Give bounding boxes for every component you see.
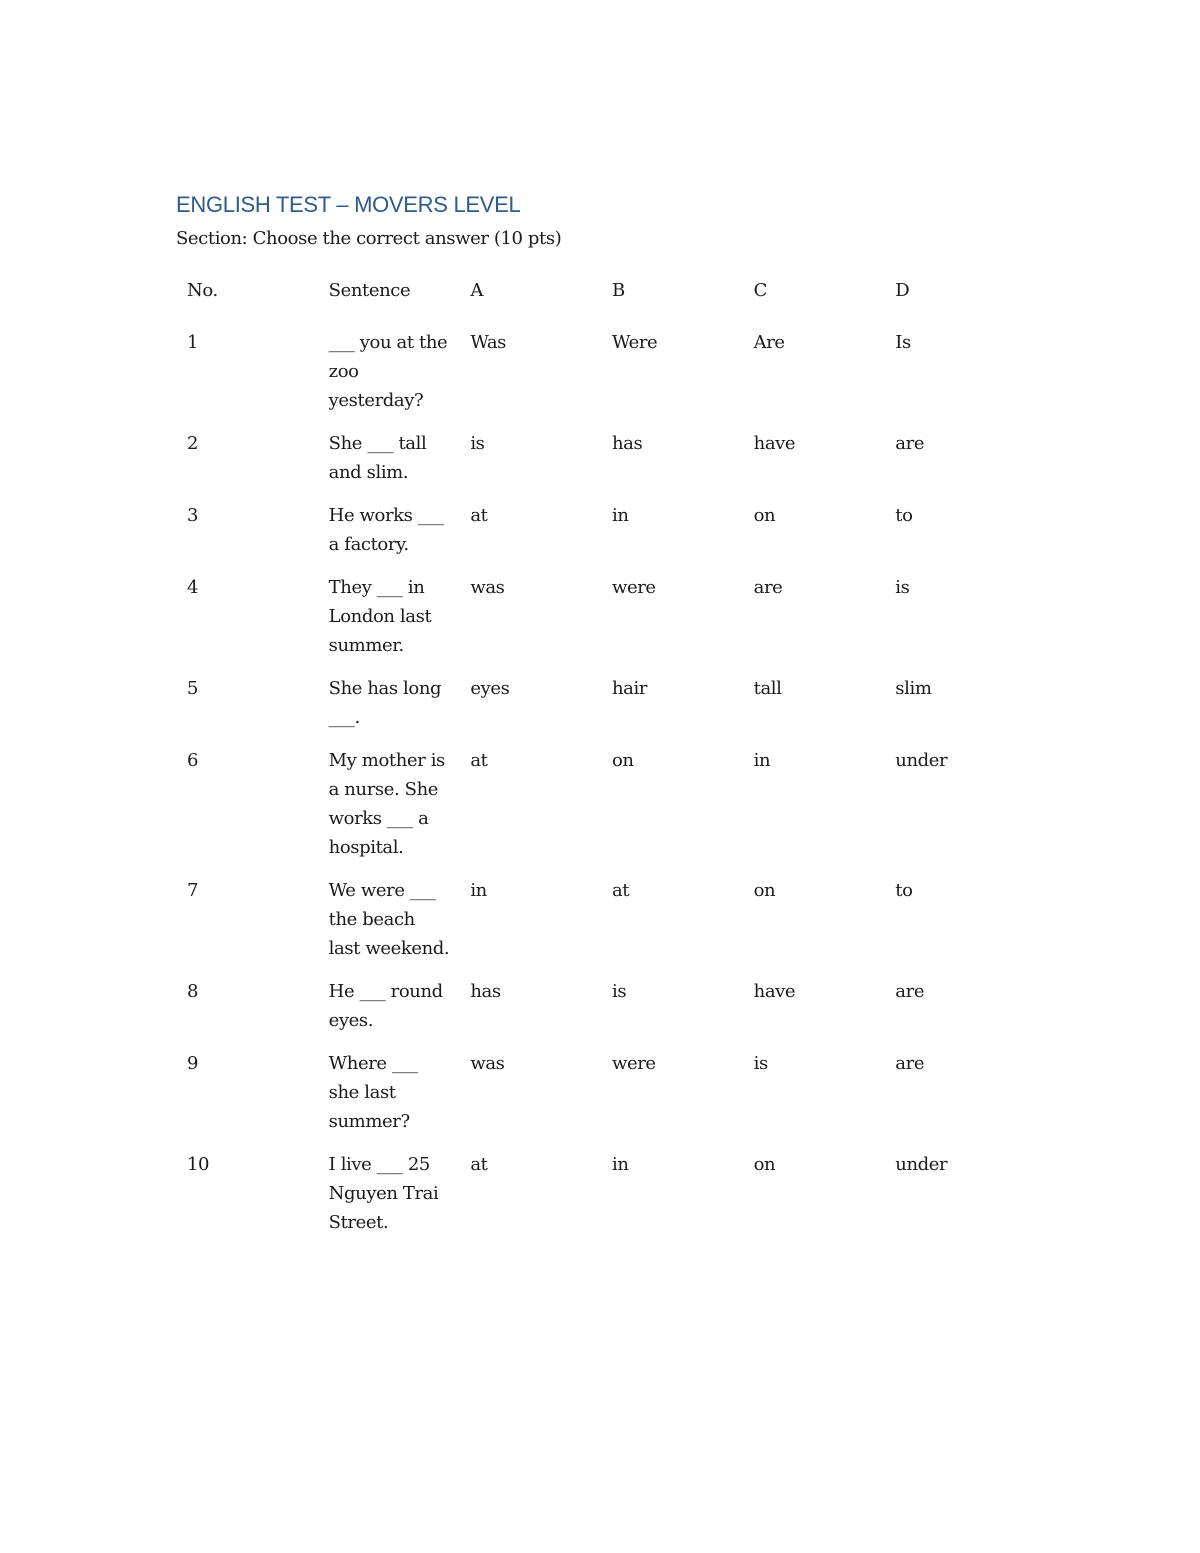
option-a: was bbox=[470, 577, 505, 598]
table-row bbox=[176, 872, 1026, 973]
option-b: Were bbox=[611, 332, 658, 353]
row-number: 2 bbox=[187, 433, 199, 454]
option-c: is bbox=[753, 1053, 768, 1074]
row-number: 6 bbox=[187, 750, 199, 771]
row-number: 8 bbox=[187, 981, 199, 1002]
option-b: at bbox=[611, 880, 630, 901]
option-a: at bbox=[470, 1154, 488, 1175]
table-row bbox=[176, 1045, 1026, 1146]
option-c: Are bbox=[753, 332, 785, 353]
option-a: in bbox=[470, 880, 487, 901]
option-b: in bbox=[611, 505, 629, 526]
option-c: in bbox=[753, 750, 771, 771]
option-b: were bbox=[611, 1053, 656, 1074]
row-number: 5 bbox=[187, 678, 199, 699]
table-row bbox=[176, 425, 1026, 497]
table-row bbox=[176, 1146, 1026, 1247]
option-b: on bbox=[611, 750, 634, 771]
row-sentence: They ___ in London last summer. bbox=[328, 577, 432, 656]
header-option-b: B bbox=[611, 280, 625, 301]
option-d: to bbox=[895, 880, 913, 901]
row-sentence: He works ___ a factory. bbox=[328, 505, 444, 555]
option-c: on bbox=[753, 880, 776, 901]
header-option-d: D bbox=[895, 280, 910, 301]
option-a: eyes bbox=[470, 678, 510, 699]
section-instructions: Section: Choose the correct answer (10 pts) bbox=[176, 228, 562, 249]
row-number: 1 bbox=[187, 332, 199, 353]
option-b: were bbox=[611, 577, 656, 598]
row-sentence: I live ___ 25 Nguyen Trai Street. bbox=[328, 1154, 439, 1233]
option-c: have bbox=[753, 981, 796, 1002]
option-a: was bbox=[470, 1053, 505, 1074]
option-d: slim bbox=[895, 678, 932, 699]
option-d: Is bbox=[895, 332, 911, 353]
option-a: Was bbox=[470, 332, 507, 353]
row-sentence: ___ you at the zoo yesterday? bbox=[328, 332, 448, 411]
option-a: at bbox=[470, 505, 488, 526]
option-c: have bbox=[753, 433, 796, 454]
header-option-c: C bbox=[753, 280, 767, 301]
option-b: in bbox=[611, 1154, 629, 1175]
option-b: hair bbox=[611, 678, 648, 699]
table-row bbox=[176, 324, 1026, 425]
option-a: has bbox=[470, 981, 501, 1002]
row-sentence: My mother is a nurse. She works ___ a hospital. bbox=[328, 750, 445, 858]
row-number: 10 bbox=[187, 1154, 210, 1175]
option-d: are bbox=[895, 1053, 925, 1074]
header-option-a: A bbox=[470, 280, 483, 301]
table-row bbox=[176, 569, 1026, 670]
option-d: is bbox=[895, 577, 910, 598]
option-d: under bbox=[895, 1154, 948, 1175]
row-sentence: He ___ round eyes. bbox=[328, 981, 443, 1031]
row-sentence: We were ___ the beach last weekend. bbox=[328, 880, 450, 959]
table-row bbox=[176, 497, 1026, 569]
option-c: on bbox=[753, 1154, 776, 1175]
option-c: tall bbox=[753, 678, 782, 699]
row-number: 4 bbox=[187, 577, 199, 598]
option-d: to bbox=[895, 505, 913, 526]
table-header-row bbox=[176, 272, 1026, 324]
option-b: is bbox=[611, 981, 627, 1002]
table-row bbox=[176, 973, 1026, 1045]
header-sentence: Sentence bbox=[328, 280, 411, 301]
option-d: are bbox=[895, 433, 925, 454]
row-number: 3 bbox=[187, 505, 199, 526]
option-d: under bbox=[895, 750, 948, 771]
option-a: at bbox=[470, 750, 488, 771]
option-c: on bbox=[753, 505, 776, 526]
row-number: 9 bbox=[187, 1053, 199, 1074]
row-sentence: She ___ tall and slim. bbox=[328, 433, 427, 483]
option-a: is bbox=[470, 433, 485, 454]
table-row bbox=[176, 742, 1026, 872]
row-sentence: Where ___ she last summer? bbox=[328, 1053, 418, 1132]
header-no: No. bbox=[187, 280, 218, 301]
option-d: are bbox=[895, 981, 925, 1002]
quiz-table bbox=[176, 272, 1026, 1247]
option-b: has bbox=[611, 433, 643, 454]
row-sentence: She has long ___. bbox=[328, 678, 442, 728]
row-number: 7 bbox=[187, 880, 199, 901]
option-c: are bbox=[753, 577, 783, 598]
page-title: ENGLISH TEST – MOVERS LEVEL bbox=[176, 192, 521, 217]
table-row bbox=[176, 670, 1026, 742]
